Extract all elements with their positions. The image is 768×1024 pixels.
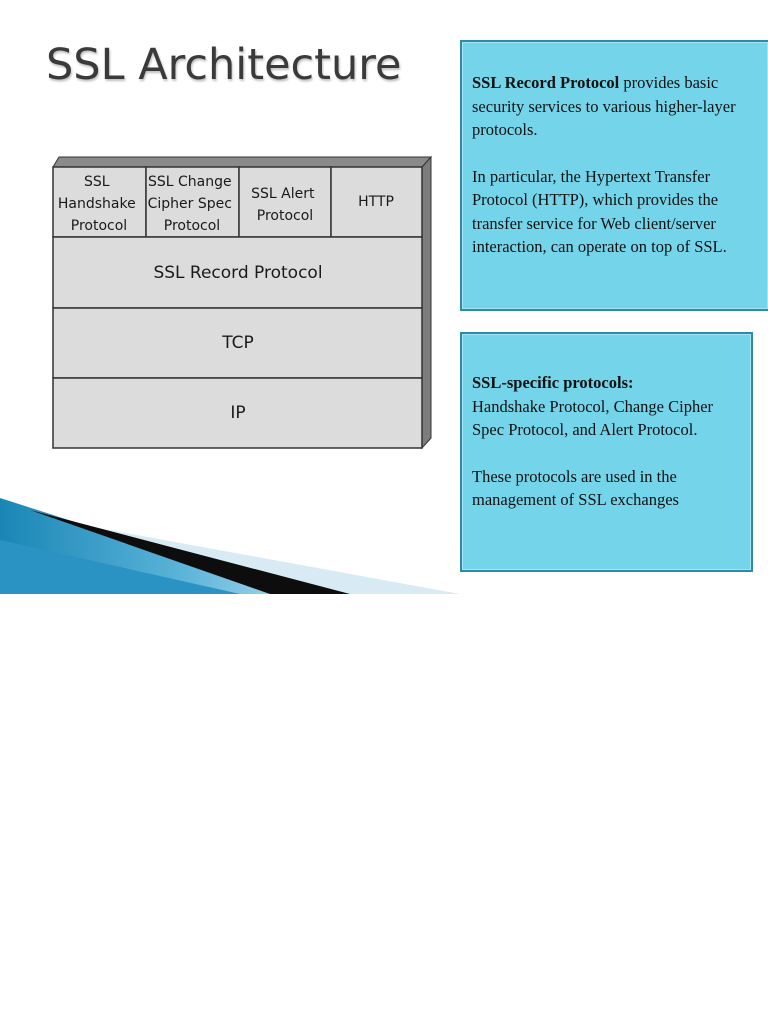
callout-ssl-record-text: provides basic security services to various higher-layer protocols.: [472, 73, 736, 139]
callout-ssl-specific-text: Handshake Protocol, Change Cipher Spec Protocol, and Alert Protocol.: [472, 396, 714, 439]
callout-ssl-record-para1: [472, 71, 760, 142]
layer-tcp-label: TCP: [222, 333, 254, 353]
callout-ssl-specific: [460, 332, 753, 572]
cell-ssl-handshake-label: SSL Handshake Protocol: [57, 174, 136, 234]
stack-top-face: [53, 157, 431, 167]
cell-ssl-alert-label: SSL Alert Protocol: [251, 186, 315, 224]
stack-right-face: [422, 157, 431, 448]
callout-ssl-specific-para2: These protocols are used in the management of SSL exchanges: [472, 466, 679, 509]
cell-ssl-change-cipher-label: SSL Change Cipher Spec Protocol: [147, 174, 232, 234]
callout-ssl-specific-bold: SSL-specific protocols:: [472, 373, 634, 392]
cell-http-label: HTTP: [358, 194, 394, 210]
ssl-stack-diagram: [0, 0, 460, 470]
callout-ssl-record-bold: SSL Record Protocol: [472, 73, 620, 92]
callout-ssl-record-para2: In particular, the Hypertext Transfer Protocol (HTTP), which provides the transfer service for Web client/server interaction, can operate on top of SSL.: [472, 166, 727, 256]
callout-ssl-record: [460, 40, 768, 311]
layer-ssl-record-label: SSL Record Protocol: [153, 263, 323, 283]
slide-title: SSL Architecture: [46, 40, 402, 90]
cell-ssl-alert: [239, 167, 331, 237]
decorative-swoosh: [0, 480, 460, 594]
layer-ip-label: IP: [230, 403, 246, 423]
callout-ssl-specific-para1: [472, 371, 741, 442]
